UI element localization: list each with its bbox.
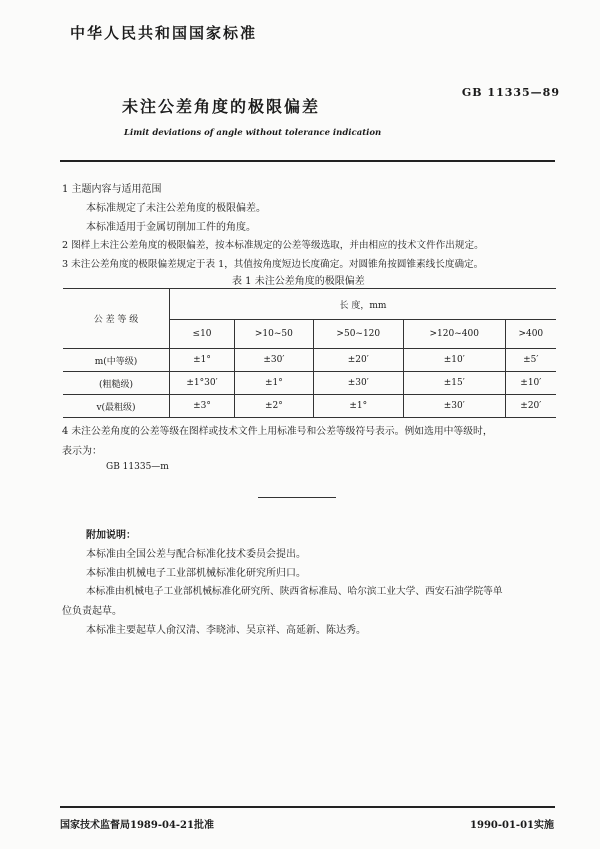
approval-date: 国家技术监督局1989-04-21批准 (60, 820, 214, 831)
table-row (63, 349, 556, 372)
value-cell: ±20′ (313, 349, 403, 372)
value-cell: ±30′ (313, 372, 403, 395)
note-line: 位负责起草。 (62, 606, 122, 617)
grade-cell: (粗糙级) (63, 372, 170, 395)
separator-line (258, 497, 336, 498)
grade-cell: v(最粗级) (63, 395, 170, 418)
value-cell: ±3° (170, 395, 235, 418)
column-header: >50~120 (313, 320, 403, 349)
value-cell: ±10′ (403, 349, 505, 372)
note-line: 本标准由机械电子工业部机械标准化研究所归口。 (86, 568, 306, 579)
table-row (63, 395, 556, 418)
table-caption: 表 1 未注公差角度的极限偏差 (232, 276, 365, 287)
document-title-english: Limit deviations of angle without tolerance indication (124, 128, 382, 138)
length-header: 长 度，mm (170, 289, 557, 320)
section-2: 2 图样上未注公差角度的极限偏差，按本标准规定的公差等级选取，并由相应的技术文件作出规定。 (62, 240, 484, 251)
value-cell: ±1° (313, 395, 403, 418)
column-header: >10~50 (235, 320, 314, 349)
notes-title: 附加说明： (86, 530, 136, 541)
example-code: GB 11335—m (106, 462, 169, 472)
value-cell: ±2° (235, 395, 314, 418)
note-line: 本标准由机械电子工业部机械标准化研究所、陕西省标准局、哈尔滨工业大学、西安石油学院等单 (86, 586, 503, 597)
column-header: >120~400 (403, 320, 505, 349)
value-cell: ±30′ (403, 395, 505, 418)
limit-deviation-table (63, 288, 556, 418)
value-cell: ±15′ (403, 372, 505, 395)
national-standard-heading: 中华人民共和国国家标准 (70, 24, 258, 42)
column-header: ≤10 (170, 320, 235, 349)
column-header: >400 (505, 320, 556, 349)
grade-header: 公 差 等 级 (63, 289, 170, 349)
standard-code: GB 11335—89 (461, 86, 560, 99)
value-cell: ±1° (170, 349, 235, 372)
value-cell: ±10′ (505, 372, 556, 395)
value-cell: ±20′ (505, 395, 556, 418)
value-cell: ±1°30′ (170, 372, 235, 395)
top-rule (60, 160, 555, 162)
note-line: 本标准由全国公差与配合标准化技术委员会提出。 (86, 549, 306, 560)
grade-cell: m(中等级) (63, 349, 170, 372)
value-cell: ±1° (235, 372, 314, 395)
table-row (63, 372, 556, 395)
section-1-heading: 1 主题内容与适用范围 (62, 184, 162, 195)
effective-date: 1990-01-01实施 (470, 820, 554, 831)
section-4-continued: 表示为： (62, 446, 102, 457)
section-3: 3 未注公差角度的极限偏差规定于表 1，其值按角度短边长度确定。对圆锥角按圆锥素线长度确定。 (62, 259, 484, 270)
value-cell: ±5′ (505, 349, 556, 372)
paragraph: 本标准适用于金属切削加工件的角度。 (86, 222, 256, 233)
bottom-rule (60, 806, 555, 808)
note-line: 本标准主要起草人俞汉清、李晓沛、吴京祥、高延新、陈达秀。 (86, 625, 366, 636)
paragraph: 本标准规定了未注公差角度的极限偏差。 (86, 203, 266, 214)
document-title: 未注公差角度的极限偏差 (122, 97, 321, 116)
section-4: 4 未注公差角度的公差等级在图样或技术文件上用标准号和公差等级符号表示。例如选用中等级时， (62, 426, 493, 437)
value-cell: ±30′ (235, 349, 314, 372)
